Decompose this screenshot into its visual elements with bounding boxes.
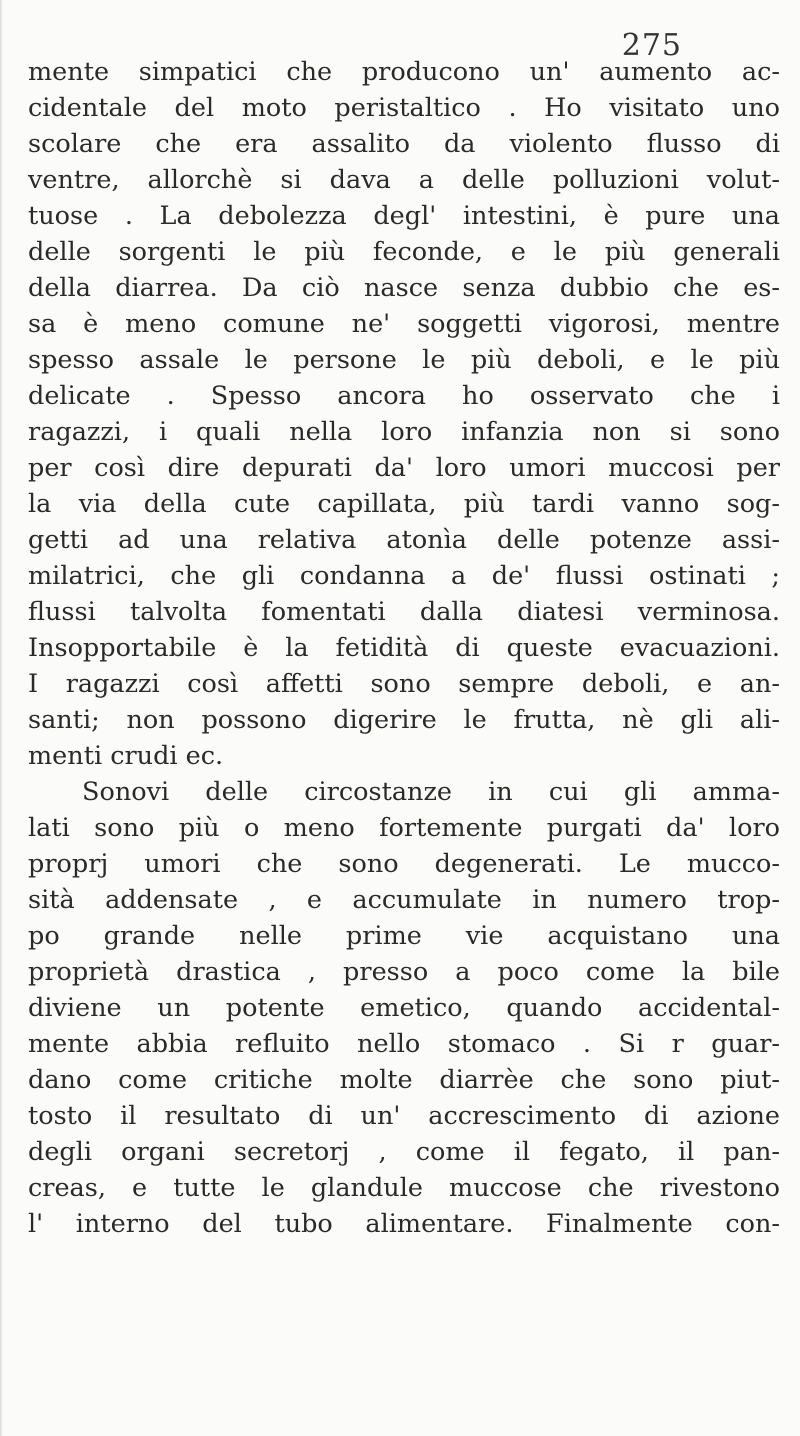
text-line: milatrici, che gli condanna a de' flussi ostinati ; [28, 561, 780, 591]
text-line: lati sono più o meno fortemente purgati da' loro [28, 813, 780, 843]
text-line: creas, e tutte le glandule muccose che rivestono [28, 1173, 780, 1203]
text-line: sità addensate , e accumulate in numero trop- [28, 885, 780, 915]
text-line: mente simpatici che producono un' aumento ac- [28, 57, 780, 87]
text-line: della diarrea. Da ciò nasce senza dubbio che es- [28, 273, 780, 303]
text-line: dano come critiche molte diarrèe che sono piut- [28, 1065, 780, 1095]
text-line: delle sorgenti le più feconde, e le più generali [28, 237, 780, 267]
paragraph-1 [28, 54, 780, 774]
text-line: ragazzi, i quali nella loro infanzia non si sono [28, 417, 780, 447]
text-line: spesso assale le persone le più deboli, e le più [28, 345, 780, 375]
text-line: menti crudi ec. [28, 741, 224, 771]
text-line: tuose . La debolezza degl' intestini, è pure una [28, 201, 780, 231]
text-line: cidentale del moto peristaltico . Ho visitato uno [28, 93, 780, 123]
text-line: tosto il resultato di un' accrescimento di azione [28, 1101, 780, 1131]
text-line: sa è meno comune ne' soggetti vigorosi, mentre [28, 309, 780, 339]
text-line: flussi talvolta fomentati dalla diatesi verminosa. [28, 597, 780, 627]
text-line: getti ad una relativa atonìa delle potenze assi- [28, 525, 780, 555]
text-line: proprj umori che sono degenerati. Le mucco- [28, 849, 780, 879]
text-line: I ragazzi così affetti sono sempre deboli, e an- [28, 669, 780, 699]
text-line: santi; non possono digerire le frutta, nè gli ali- [28, 705, 780, 735]
text-line: proprietà drastica , presso a poco come la bile [28, 957, 780, 987]
text-line: degli organi secretorj , come il fegato, il pan- [28, 1137, 780, 1167]
paragraph-2 [28, 774, 780, 1242]
text-line: Sonovi delle circostanze in cui gli amma- [82, 777, 780, 807]
text-line: Insopportabile è la fetidità di queste evacuazioni. [28, 633, 780, 663]
text-line: la via della cute capillata, più tardi vanno sog- [28, 489, 780, 519]
text-line: ventre, allorchè si dava a delle polluzioni volut- [28, 165, 780, 195]
text-line: diviene un potente emetico, quando accidental- [28, 993, 780, 1023]
body-text [28, 54, 780, 1242]
text-line: mente abbia refluito nello stomaco . Si r guar- [28, 1029, 780, 1059]
text-line: po grande nelle prime vie acquistano una [28, 921, 780, 951]
text-line: delicate . Spesso ancora ho osservato che i [28, 381, 780, 411]
text-line: l' interno del tubo alimentare. Finalmente con- [28, 1209, 780, 1239]
page-number: 275 [621, 28, 682, 63]
page-edge-shadow [0, 0, 3, 1436]
text-line: per così dire depurati da' loro umori muccosi per [28, 453, 780, 483]
text-line: scolare che era assalito da violento flusso di [28, 129, 780, 159]
